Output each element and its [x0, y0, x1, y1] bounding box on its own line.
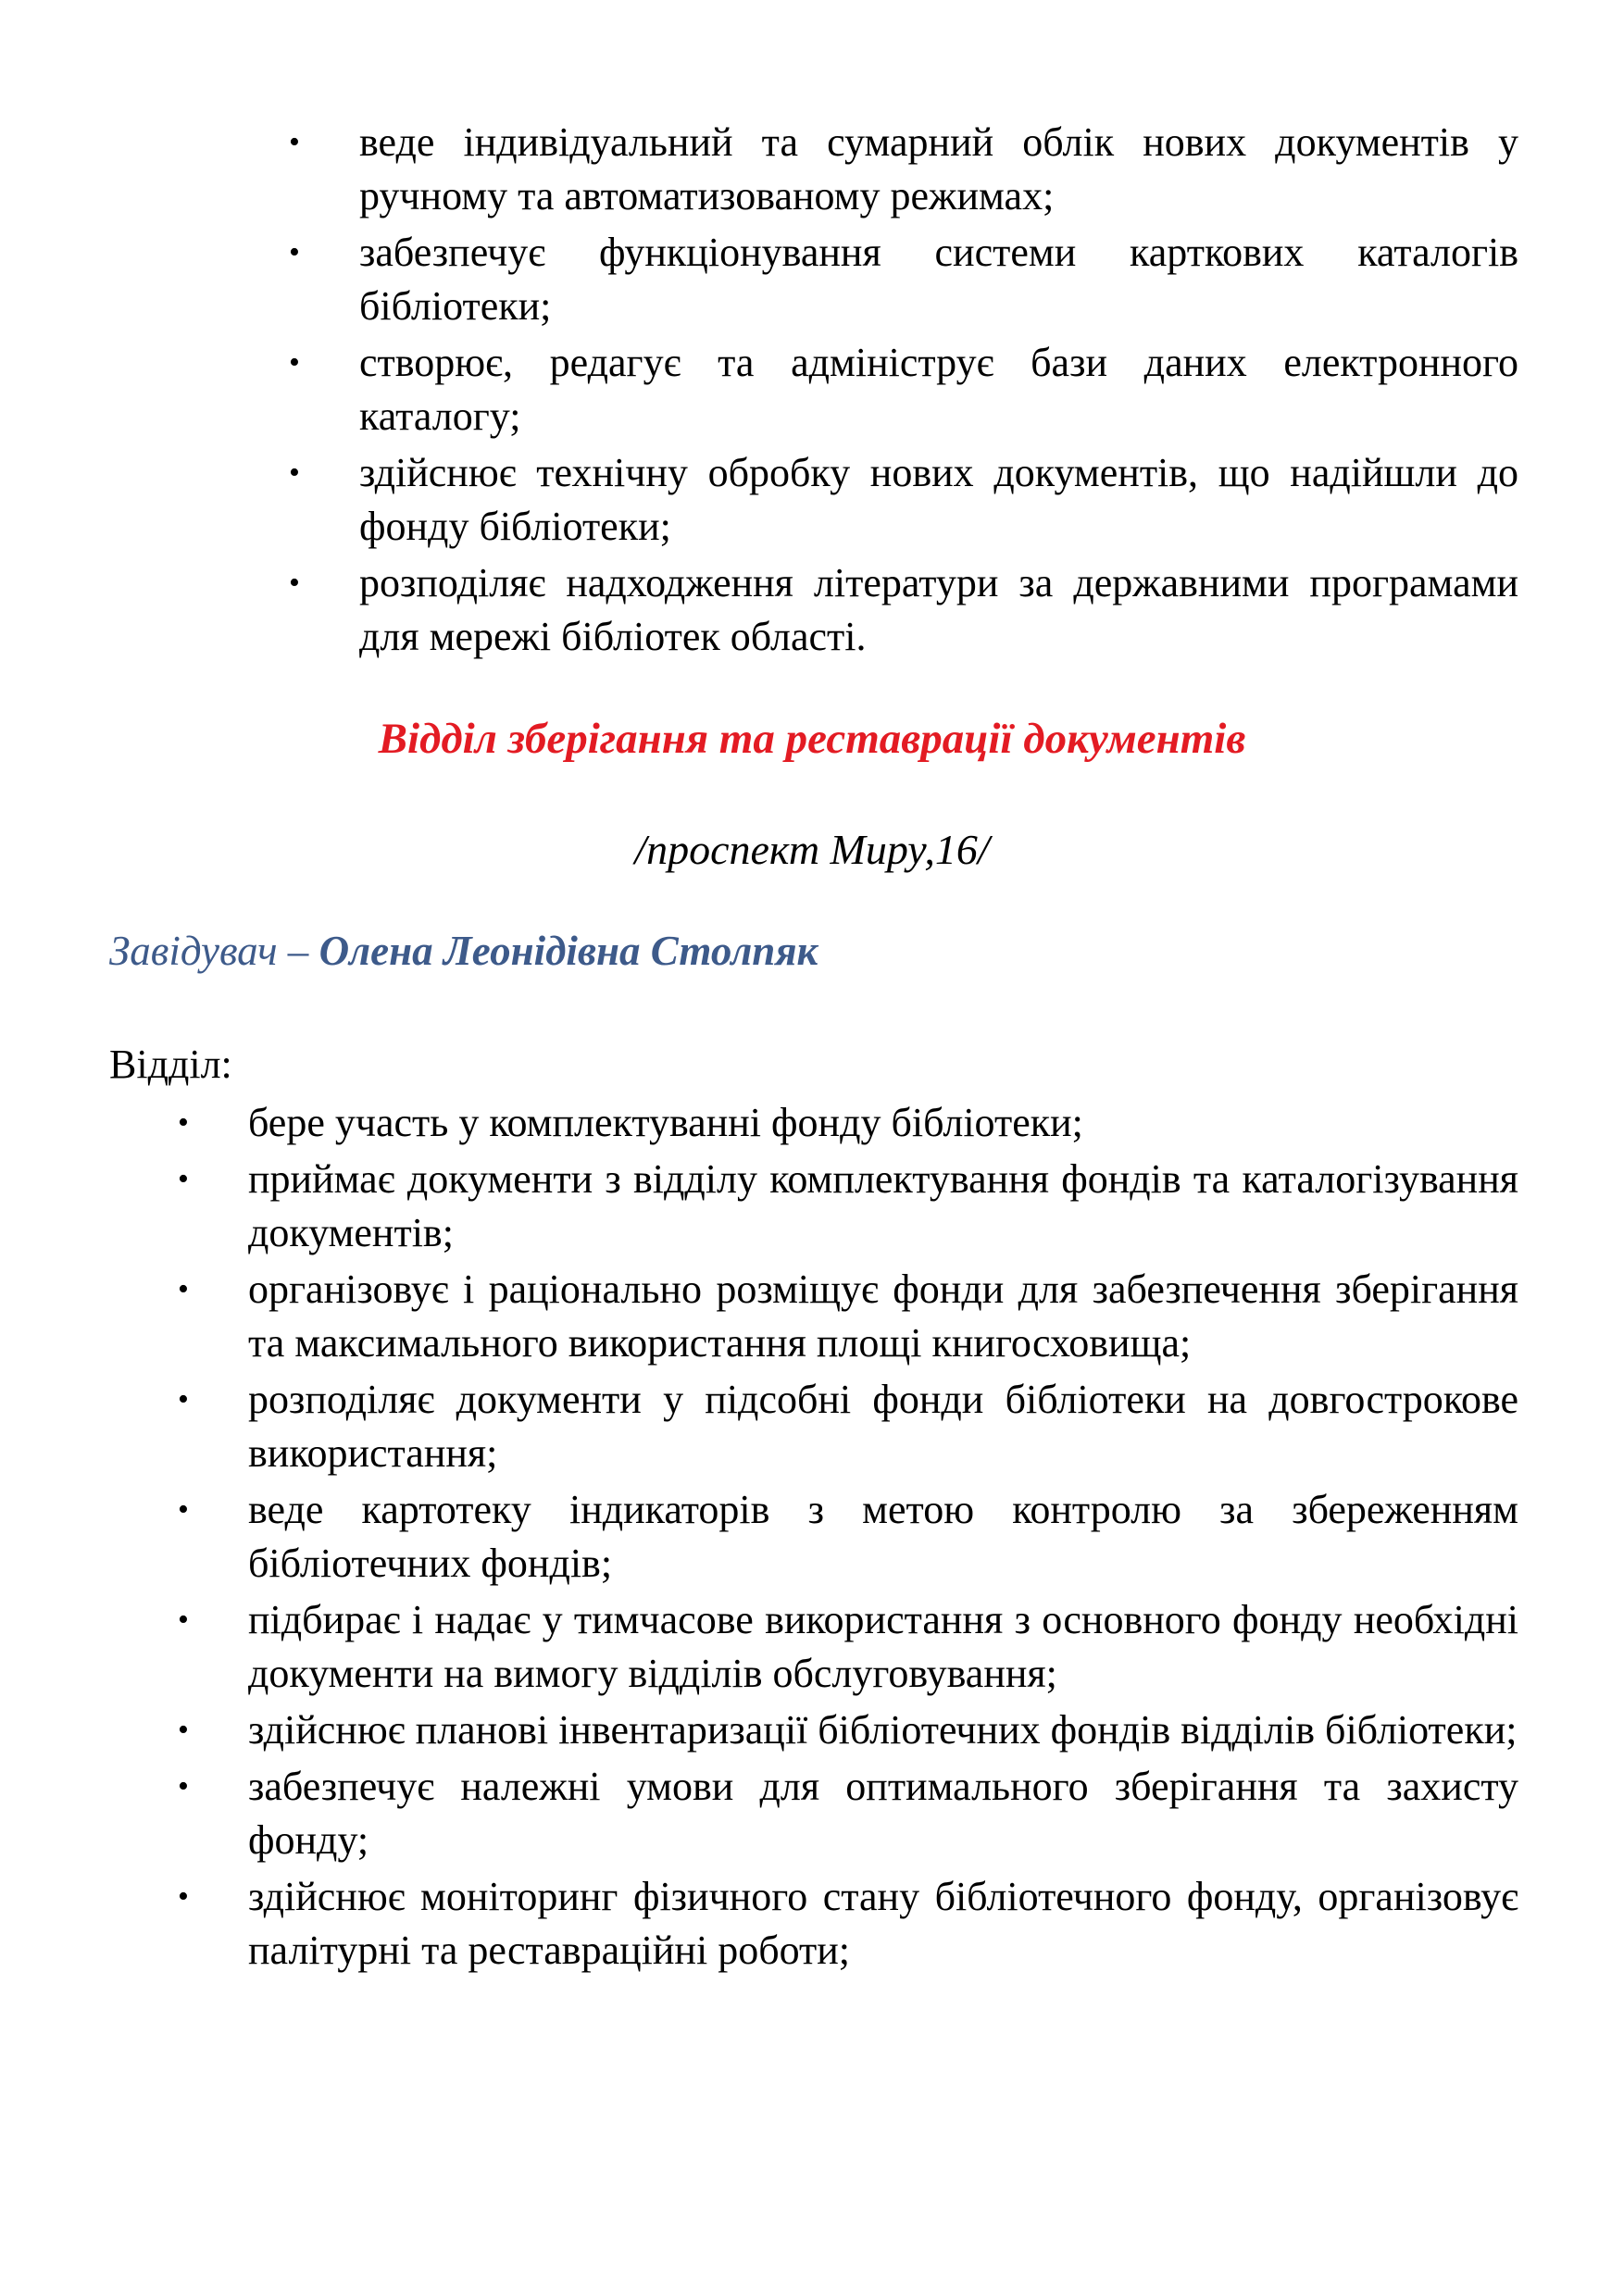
head-name: Олена Леонідівна Столпяк	[319, 928, 818, 974]
list-item-text: організовує і раціонально розміщує фонди для забезпечення зберігання та максимального використання площі книгосховища;	[248, 1267, 1518, 1366]
bottom-bullet-list	[178, 1096, 1518, 1980]
list-item	[178, 1153, 1518, 1260]
list-item	[178, 1760, 1518, 1867]
list-item	[178, 1263, 1518, 1370]
list-item	[289, 556, 1518, 664]
bullet-icon: •	[178, 1879, 189, 1914]
bullet-icon: •	[178, 1272, 189, 1306]
list-item-text: розподіляє документи у підсобні фонди бібліотеки на довгострокове використання;	[248, 1377, 1518, 1476]
bullet-icon: •	[178, 1769, 189, 1803]
list-item	[178, 1483, 1518, 1591]
list-item-text: забезпечує функціонування системи карткових каталогів бібліотеки;	[359, 230, 1518, 329]
head-role-label: Завідувач –	[109, 928, 309, 974]
list-item-text: підбирає і надає у тимчасове використання з основного фонду необхідні документи на вимогу відділів обслуговування;	[248, 1597, 1518, 1696]
list-item-text: здійснює моніторинг фізичного стану бібліотечного фонду, організовує палітурні та реставраційні роботи;	[248, 1874, 1518, 1973]
bullet-icon: •	[178, 1603, 189, 1637]
list-item-text: здійснює планові інвентаризації бібліотечних фондів відділів бібліотеки;	[248, 1707, 1518, 1753]
top-bullet-list	[289, 116, 1518, 667]
list-item	[289, 226, 1518, 333]
bullet-icon: •	[178, 1162, 189, 1196]
bullet-icon: •	[289, 345, 300, 380]
bullet-icon: •	[289, 566, 300, 600]
list-item	[289, 116, 1518, 223]
section-address: /проспект Миру,16/	[634, 826, 990, 873]
department-head-line	[109, 923, 818, 979]
bullet-icon: •	[178, 1492, 189, 1527]
list-item-text: приймає документи з відділу комплектування фондів та каталогізування документів;	[248, 1156, 1518, 1255]
bullet-icon: •	[289, 455, 300, 490]
list-item	[178, 1373, 1518, 1480]
list-item	[178, 1096, 1518, 1150]
list-item	[289, 446, 1518, 554]
list-item	[178, 1870, 1518, 1978]
bullet-icon: •	[289, 125, 300, 159]
bullet-icon: •	[289, 235, 300, 269]
section-heading: Відділ зберігання та реставрації документів	[378, 715, 1246, 763]
list-item	[178, 1593, 1518, 1701]
list-item-text: розподіляє надходження літератури за державними програмами для мережі бібліотек області.	[359, 560, 1518, 659]
list-item	[178, 1703, 1518, 1757]
bullet-icon: •	[178, 1105, 189, 1140]
list-item-text: веде індивідуальний та сумарний облік нових документів у ручному та автоматизованому режимах;	[359, 119, 1518, 218]
department-intro: Відділ:	[109, 1042, 232, 1087]
list-item-text: здійснює технічну обробку нових документів, що надійшли до фонду бібліотеки;	[359, 450, 1518, 549]
list-item-text: веде картотеку індикаторів з метою контролю за збереженням бібліотечних фондів;	[248, 1487, 1518, 1586]
list-item-text: бере участь у комплектуванні фонду бібліотеки;	[248, 1100, 1083, 1145]
list-item-text: забезпечує належні умови для оптимального зберігання та захисту фонду;	[248, 1764, 1518, 1863]
bullet-icon: •	[178, 1382, 189, 1416]
list-item	[289, 336, 1518, 443]
bullet-icon: •	[178, 1713, 189, 1747]
list-item-text: створює, редагує та адмініструє бази даних електронного каталогу;	[359, 340, 1518, 439]
